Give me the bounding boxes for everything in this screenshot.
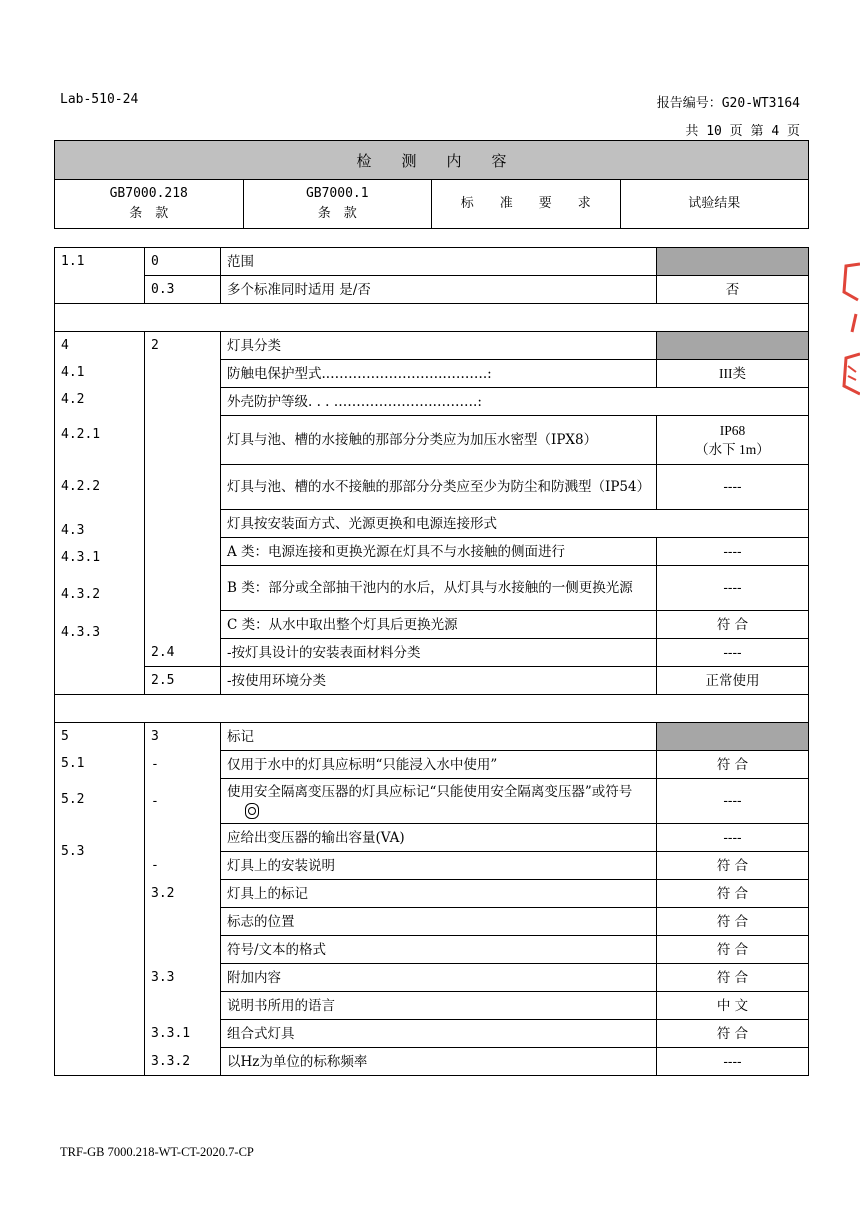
clause-218: 5 5.1 5.2 5.3 xyxy=(55,723,145,1076)
table-row xyxy=(55,667,809,695)
requirement-text: -按灯具设计的安装表面材料分类 xyxy=(221,639,657,667)
requirement-text: -按使用环境分类 xyxy=(221,667,657,695)
lab-id: Lab-510-24 xyxy=(60,92,139,107)
col-gb7000-218: GB7000.218 条 款 xyxy=(55,180,244,229)
clause-1: 3.3.1 xyxy=(145,1020,221,1048)
result-cell xyxy=(657,332,809,360)
requirement-text: 灯具与池、槽的水接触的那部分分类应为加压水密型（IPX8） xyxy=(221,416,657,465)
table-row xyxy=(55,1020,809,1048)
result-cell: 符 合 xyxy=(657,880,809,908)
col-gb7000-1: GB7000.1 条 款 xyxy=(243,180,432,229)
requirement-text: 标记 xyxy=(221,723,657,751)
requirement-text: C 类：从水中取出整个灯具后更换光源 xyxy=(221,611,657,639)
requirement-text: 应给出变压器的输出容量(VA) xyxy=(221,824,657,852)
footer-form-id: TRF-GB 7000.218-WT-CT-2020.7-CP xyxy=(60,1145,254,1159)
requirement-text: 灯具与池、槽的水不接触的那部分分类应至少为防尘和防溅型（IP54） xyxy=(221,465,657,510)
result-cell: 符 合 xyxy=(657,964,809,992)
clause-1: - xyxy=(145,852,221,880)
clause-218: 4 4.1 4.2 4.2.1 4.2.2 4.3 4.3.1 4.3.2 4.3.3 xyxy=(55,332,145,695)
requirement-text: 外壳防护等级. . . ………………….……….: xyxy=(221,388,809,416)
clause-1: - xyxy=(145,751,221,779)
clause-1: 0.3 xyxy=(145,276,221,304)
table-header xyxy=(54,140,809,229)
requirement-text: 灯具上的标记 xyxy=(221,880,657,908)
table-row xyxy=(55,1048,809,1076)
clause-1: 0 xyxy=(145,248,221,276)
table-row xyxy=(55,779,809,824)
requirement-text: 防触电保护型式..…………………….……….: xyxy=(221,360,657,388)
requirement-text: 仅用于水中的灯具应标明“只能浸入水中使用” xyxy=(221,751,657,779)
result-cell: 否 xyxy=(657,276,809,304)
table-row xyxy=(55,276,809,304)
col-requirements: 标 准 要 求 xyxy=(432,180,621,229)
clause-1: 3 xyxy=(145,723,221,751)
page-info: 共 10 页 第 4 页 xyxy=(685,124,800,139)
requirement-text: 说明书所用的语言 xyxy=(221,992,657,1020)
clause-218: 1.1 xyxy=(55,248,145,304)
table-row xyxy=(55,880,809,908)
result-cell: ---- xyxy=(657,538,809,566)
table-row xyxy=(55,723,809,751)
table-row xyxy=(55,852,809,880)
spacer-row xyxy=(55,304,809,332)
requirement-text: 灯具分类 xyxy=(221,332,657,360)
requirement-text: 标志的位置 xyxy=(221,908,657,936)
requirement-text: 范围 xyxy=(221,248,657,276)
spacer-row xyxy=(55,695,809,723)
inspection-table xyxy=(54,247,809,1076)
table-row xyxy=(55,751,809,779)
result-cell: 符 合 xyxy=(657,936,809,964)
requirement-text: 附加内容 xyxy=(221,964,657,992)
result-cell: ---- xyxy=(657,465,809,510)
requirement-text: 组合式灯具 xyxy=(221,1020,657,1048)
result-cell: ---- xyxy=(657,824,809,852)
clause-1: 2.4 xyxy=(145,639,221,667)
clause-1: 2.5 xyxy=(145,667,221,695)
requirement-text: 灯具上的安装说明 xyxy=(221,852,657,880)
report-number: 报告编号：G20-WT3164 xyxy=(656,96,800,111)
col-result: 试验结果 xyxy=(620,180,809,229)
table-title: 检 测 内 容 xyxy=(55,141,809,180)
result-cell: 正常使用 xyxy=(657,667,809,695)
table-row xyxy=(55,332,809,360)
requirement-text: A 类：电源连接和更换光源在灯具不与水接触的侧面进行 xyxy=(221,538,657,566)
result-cell xyxy=(657,723,809,751)
result-cell: III类 xyxy=(657,360,809,388)
result-cell: 符 合 xyxy=(657,751,809,779)
requirement-text: 以Hz为单位的标称频率 xyxy=(221,1048,657,1076)
result-cell: ---- xyxy=(657,639,809,667)
requirement-text: 灯具按安装面方式、光源更换和电源连接形式 xyxy=(221,510,809,538)
clause-1: 3.3 xyxy=(145,964,221,1020)
result-cell: 符 合 xyxy=(657,1020,809,1048)
result-cell: 符 合 xyxy=(657,908,809,936)
result-cell: 符 合 xyxy=(657,611,809,639)
result-cell: ---- xyxy=(657,566,809,611)
result-cell: ---- xyxy=(657,1048,809,1076)
clause-1: - xyxy=(145,779,221,852)
requirement-text: 多个标准同时适用 是/否 xyxy=(221,276,657,304)
result-cell: 符 合 xyxy=(657,852,809,880)
table-row xyxy=(55,248,809,276)
table-row xyxy=(55,964,809,992)
red-seal-stamp xyxy=(838,262,860,422)
clause-1: 3.2 xyxy=(145,880,221,964)
result-cell: ---- xyxy=(657,779,809,824)
result-cell: IP68 （水下 1m） xyxy=(657,416,809,465)
safety-transformer-symbol-icon xyxy=(245,803,259,819)
result-cell xyxy=(657,248,809,276)
result-cell: 中 文 xyxy=(657,992,809,1020)
requirement-text: B 类：部分或全部抽干池内的水后，从灯具与水接触的一侧更换光源 xyxy=(221,566,657,611)
table-row xyxy=(55,639,809,667)
requirement-text: 符号/文本的格式 xyxy=(221,936,657,964)
clause-1: 3.3.2 xyxy=(145,1048,221,1076)
requirement-text: 使用安全隔离变压器的灯具应标记“只能使用安全隔离变压器”或符号 xyxy=(221,779,657,824)
clause-1: 2 xyxy=(145,332,221,639)
